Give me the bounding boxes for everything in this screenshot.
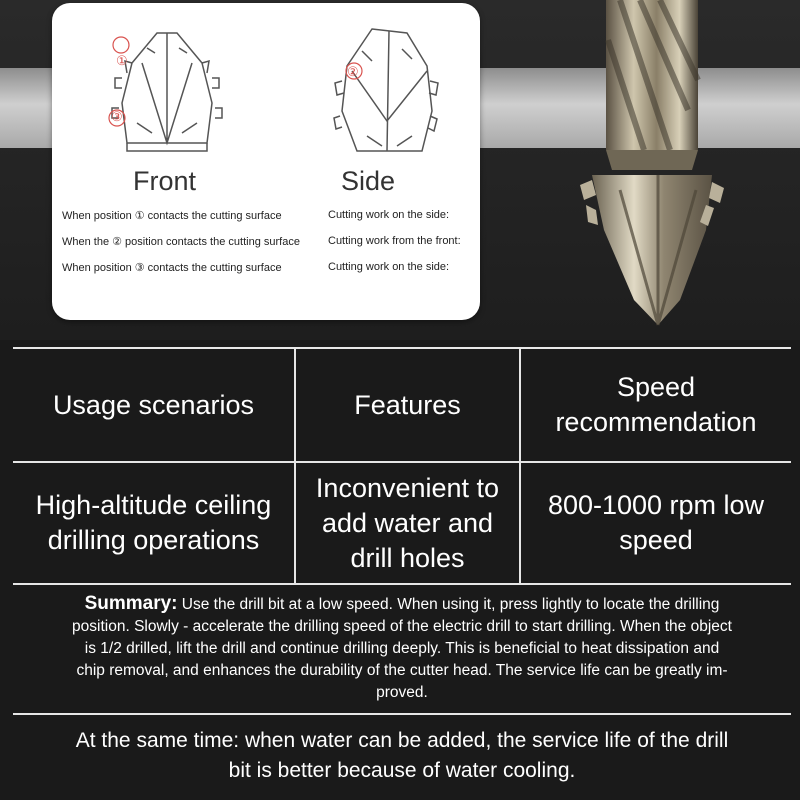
table-border-bottom (13, 583, 791, 585)
summary-line-2: position. Slowly - accelerate the drilling speed of the electric drill to start drilling. When the object (72, 618, 732, 635)
summary-line-1: Use the drill bit at a low speed. When using it, press lightly to locate the drilling (177, 596, 720, 613)
water-cooling-note (14, 726, 790, 786)
cell-feature: Inconvenient to add water and drill holes (315, 472, 500, 573)
summary-divider (13, 713, 791, 715)
summary-label: Summary: (84, 593, 178, 614)
cell-speed: 800-1000 rpm low speed (547, 490, 765, 555)
header-features: Features (354, 389, 461, 420)
front-row-2: When the ② position contacts the cutting surface (62, 236, 300, 248)
note-line-1: At the same time: when water can be added, the service life of the drill (75, 729, 729, 752)
front-view-drawing (107, 23, 227, 163)
front-view-title: Front (133, 166, 197, 196)
summary-line-4: chip removal, and enhances the durability of the cutter head. The service life can be greatly im- (76, 662, 728, 679)
marker-three: ③ (111, 109, 123, 124)
side-view-title: Side (341, 166, 396, 196)
header-speed-recommendation: Speed recommendation (555, 372, 757, 437)
note-line-2: bit is better because of water cooling. (228, 759, 576, 782)
specs-table (13, 347, 791, 585)
summary-text (14, 593, 790, 704)
cutting-diagram-card (52, 3, 480, 320)
side-row-3: Cutting work on the side: (328, 261, 450, 273)
header-usage-scenarios: Usage scenarios (52, 389, 255, 420)
cell-usage-scenario: High-altitude ceiling drilling operations (35, 490, 272, 555)
front-row-1: When position ① contacts the cutting surface (62, 210, 282, 222)
summary-line-5: proved. (376, 684, 428, 701)
side-view-drawing (332, 21, 442, 166)
summary-line-3: is 1/2 drilled, lift the drill and continue drilling deeply. This is beneficial to heat dissipation and (84, 640, 720, 657)
marker-one: ① (116, 53, 128, 68)
front-row-3: When position ③ contacts the cutting surface (62, 262, 282, 274)
side-row-1: Cutting work on the side: (328, 209, 450, 221)
drill-bit-image (560, 0, 740, 340)
side-row-2: Cutting work from the front: (328, 235, 461, 247)
marker-two: ② (347, 64, 359, 79)
